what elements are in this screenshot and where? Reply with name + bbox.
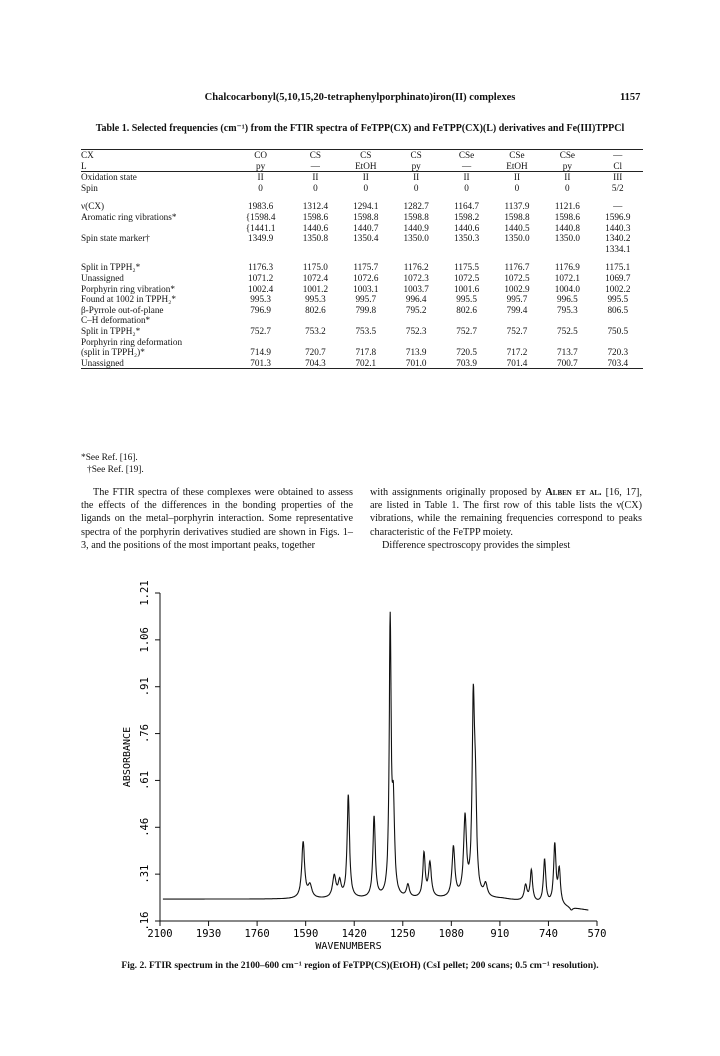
table-cell: 1294.1 — [353, 201, 379, 212]
table-cell: III — [593, 172, 643, 183]
right-text-c: Difference spectroscopy provides the simplest — [382, 539, 571, 551]
table-cell: 0 — [565, 182, 570, 193]
table-cell: 0 — [514, 182, 520, 193]
table-cell — [341, 244, 391, 255]
table-cell: 1440.9 — [403, 222, 429, 233]
table-cell: 1175.1 — [605, 262, 631, 273]
x-tick-label: 910 — [490, 928, 510, 940]
row-label: Unassigned — [81, 358, 231, 369]
table-cell — [542, 337, 592, 348]
table-cell: 995.3 — [250, 294, 271, 305]
table-cell: 802.6 — [456, 304, 477, 315]
table-cell: EtOH — [506, 160, 528, 171]
table-cell: 701.0 — [391, 358, 441, 369]
x-axis-label: WAVENUMBERS — [315, 941, 382, 952]
table-cell: II — [391, 172, 441, 183]
table-cell: 1350.3 — [453, 233, 480, 244]
table-cell: 1176.2 — [403, 262, 429, 273]
row-spacer — [81, 193, 643, 201]
table-cell: 1176.9 — [554, 262, 580, 273]
table-cell: 701.4 — [492, 358, 542, 369]
table-cell — [391, 337, 441, 348]
table-cell: CSe — [542, 150, 592, 161]
table-cell: 1312.4 — [302, 201, 329, 212]
table-cell: II — [231, 172, 290, 183]
table-caption: Table 1. Selected frequencies (cm⁻¹) from the FTIR spectra of FeTPP(CX) and FeTPP(CX)(L) derivatives and Fe(III)TPPCl — [95, 123, 625, 134]
y-tick-label: .16 — [139, 911, 151, 931]
table-row — [81, 161, 643, 172]
row-label: Spin — [81, 182, 98, 193]
table-cell: 1003.7 — [403, 283, 429, 294]
row-label: Oxidation state — [81, 172, 231, 183]
table-row — [81, 183, 643, 194]
table-cell: Cl — [613, 160, 623, 171]
table-cell: 1598.6 — [302, 211, 329, 222]
table-cell: 1001.6 — [453, 283, 480, 294]
table-cell: 1176.7 — [504, 262, 530, 273]
frequency-table — [81, 149, 643, 369]
row-label — [81, 244, 231, 255]
y-tick-label: .61 — [139, 770, 151, 790]
table-cell: 1175.5 — [454, 262, 480, 273]
table-row — [81, 212, 643, 223]
table-cell: 703.4 — [593, 358, 643, 369]
table-cell: CO — [231, 150, 290, 161]
footnote-1: *See Ref. [16]. — [81, 453, 138, 463]
table-cell: 795.3 — [557, 304, 578, 315]
table-cell: 713.9 — [405, 347, 427, 358]
table-cell: 1350.4 — [353, 233, 379, 244]
table-cell: 717.2 — [506, 347, 528, 358]
table-cell: II — [492, 172, 542, 183]
row-label: L — [81, 160, 87, 171]
table-cell — [492, 337, 542, 348]
table-cell: 1282.7 — [403, 201, 429, 212]
table-cell: 1072.5 — [504, 272, 530, 283]
table-cell — [492, 315, 542, 326]
table-row — [81, 315, 643, 326]
table-cell: 1175.7 — [353, 262, 379, 273]
table-cell: CSe — [441, 150, 491, 161]
table-cell: 752.7 — [506, 325, 528, 336]
table-cell — [290, 337, 340, 348]
table-cell: 0 — [363, 182, 369, 193]
table-cell: 704.3 — [290, 358, 340, 369]
table-cell: 1598.6 — [554, 211, 580, 222]
table-cell: CS — [290, 150, 340, 161]
table-row — [81, 358, 643, 369]
table-cell: 753.5 — [355, 325, 377, 336]
table-cell: 752.3 — [405, 325, 427, 336]
table-cell: 0 — [464, 182, 469, 193]
table-cell: 1598.8 — [353, 211, 379, 222]
table-cell: — — [593, 150, 643, 161]
row-label: Porphyrin ring deformation — [81, 336, 183, 347]
x-tick-label: 570 — [587, 928, 607, 940]
y-tick-label: .76 — [139, 724, 151, 744]
table-cell: 1440.3 — [605, 222, 631, 233]
table-cell: 1003.1 — [353, 283, 379, 294]
table-cell — [391, 315, 441, 326]
table-cell: 1001.2 — [302, 283, 329, 294]
ftir-spectrum-chart — [0, 560, 720, 960]
table-cell: 1350.0 — [403, 233, 429, 244]
table-row — [81, 201, 643, 212]
body-left-paragraph: The FTIR spectra of these complexes were obtained to assess the effects of the differences in the bonding properties of the ligands on the metal–porphyrin interaction. Some representative spectra of the porphyrin derivatives studied are shown in Figs. 1–3, and the positions of the most important peaks, together — [81, 487, 353, 551]
table-cell: 703.9 — [441, 358, 491, 369]
row-label: Split in TPPH₂* — [81, 325, 141, 336]
table-cell: 799.8 — [355, 304, 377, 315]
table-cell: 1983.6 — [247, 201, 274, 212]
table-cell: 1440.6 — [302, 222, 329, 233]
table-cell: 0 — [258, 182, 263, 193]
table-cell: 1002.9 — [504, 283, 530, 294]
y-tick-label: 1.21 — [139, 580, 151, 606]
table-cell: 750.5 — [607, 325, 629, 336]
table-cell: {1598.4 — [245, 211, 276, 222]
x-tick-label: 740 — [538, 928, 558, 940]
table-cell: 1072.1 — [554, 272, 580, 283]
author-ref: Alben et al. — [545, 487, 602, 498]
row-spacer — [81, 254, 643, 262]
y-axis-label: ABSORBANCE — [122, 726, 133, 788]
table-cell: 713.7 — [557, 347, 578, 358]
x-tick-label: 1250 — [390, 928, 416, 940]
table-cell: II — [542, 172, 592, 183]
x-tick-label: 1590 — [293, 928, 319, 940]
page-number: 1157 — [620, 92, 641, 103]
table-cell: 1164.7 — [454, 201, 480, 212]
table-cell: py — [562, 160, 572, 171]
table-cell: 1176.3 — [248, 262, 274, 273]
table-cell: 753.2 — [305, 325, 326, 336]
table-cell: CSe — [492, 150, 542, 161]
table-cell: 720.3 — [607, 347, 629, 358]
table-cell: II — [290, 172, 340, 183]
table-cell: 1175.0 — [302, 262, 328, 273]
table-cell: 714.9 — [250, 347, 271, 358]
x-tick-label: 2100 — [147, 928, 173, 940]
right-text-a: with assignments originally proposed by — [370, 487, 546, 498]
table-row — [81, 347, 643, 358]
spectrum-trace — [163, 612, 589, 910]
table-cell: 1440.7 — [353, 222, 379, 233]
table-cell: 700.7 — [542, 358, 592, 369]
table-cell: 717.8 — [355, 347, 377, 358]
table-cell: 1121.6 — [554, 201, 580, 212]
table-cell — [341, 337, 391, 348]
table-cell: CS — [341, 150, 391, 161]
table-cell — [290, 315, 340, 326]
table-row — [81, 244, 643, 255]
row-label: (split in TPPH₂)* — [81, 347, 145, 358]
table-cell: 0 — [313, 182, 318, 193]
y-tick-label: .31 — [139, 864, 151, 884]
table-row — [81, 284, 643, 295]
x-tick-label: 1080 — [438, 928, 464, 940]
x-tick-label: 1930 — [195, 928, 222, 940]
table-cell: 996.5 — [557, 294, 578, 305]
table-cell: 802.6 — [305, 304, 326, 315]
table-cell: 1334.1 — [605, 243, 631, 254]
chart-ticks — [139, 580, 606, 940]
table-cell: 752.7 — [456, 325, 477, 336]
table-cell: 995.7 — [506, 294, 528, 305]
table-cell: 5/2 — [611, 182, 624, 193]
table-cell: 1350.0 — [504, 233, 530, 244]
table-cell: 752.5 — [557, 325, 578, 336]
body-right-paragraph — [370, 486, 642, 552]
table-cell: 1349.9 — [247, 233, 274, 244]
table-cell — [593, 315, 643, 326]
table-cell: {1441.1 — [245, 222, 276, 233]
row-label: β-Pyrrole out-of-plane — [81, 304, 164, 315]
table-cell — [542, 315, 592, 326]
table-cell: 720.7 — [305, 347, 326, 358]
running-title: Chalcocarbonyl(5,10,15,20-tetraphenylporphinato)iron(II) complexes — [204, 92, 516, 103]
table-cell — [231, 244, 290, 255]
table-cell: 1002.2 — [605, 283, 631, 294]
row-label: Porphyrin ring vibration* — [81, 283, 175, 294]
table-cell: 1072.6 — [353, 272, 379, 283]
table-cell: py — [256, 160, 266, 171]
y-tick-label: 1.06 — [139, 627, 151, 653]
table-cell: 1598.8 — [504, 211, 530, 222]
table-cell: — — [310, 160, 320, 171]
table-cell: 799.4 — [506, 304, 528, 315]
table-cell — [492, 244, 542, 255]
table-cell: 795.2 — [405, 304, 427, 315]
x-tick-label: 1420 — [341, 928, 367, 940]
table-row — [81, 233, 643, 244]
table-cell: 1598.2 — [453, 211, 480, 222]
table-cell: 1350.8 — [302, 233, 329, 244]
table-cell: 701.3 — [231, 358, 290, 369]
figure-caption: Fig. 2. FTIR spectrum in the 2100–600 cm⁻¹ region of FeTPP(CS)(EtOH) (CsI pellet; 200 scans; 0.5 cm⁻¹ resolution). — [121, 960, 599, 971]
table-cell: 702.1 — [341, 358, 391, 369]
table-cell: 995.3 — [305, 294, 326, 305]
table-cell: 1137.9 — [504, 201, 530, 212]
row-label: Spin state marker† — [81, 233, 150, 244]
table-cell: 1072.3 — [403, 272, 429, 283]
table-cell: 1598.8 — [403, 211, 429, 222]
table-cell: 1440.5 — [504, 222, 530, 233]
table-row — [81, 150, 643, 161]
right-text-b: [16, 17], are listed in Table 1. The first row of this table lists the ν(CX) vibrations, while the remaining frequencies correspond to peaks characteristic of the FeTPP moiety. — [370, 487, 642, 538]
row-label: Found at 1002 in TPPH₂* — [81, 294, 176, 305]
table-cell: 1440.6 — [453, 222, 480, 233]
table-cell — [593, 337, 643, 348]
row-label: ν(CX) — [81, 201, 105, 212]
table-cell — [441, 244, 491, 255]
table-cell: 1350.0 — [554, 233, 580, 244]
table-cell — [341, 315, 391, 326]
table-cell: II — [341, 172, 391, 183]
table-cell: py — [411, 160, 421, 171]
table-cell — [542, 244, 592, 255]
table-row — [81, 337, 643, 348]
row-label: Unassigned — [81, 272, 124, 283]
table-cell — [231, 315, 290, 326]
table-cell: 995.7 — [355, 294, 377, 305]
table-cell: II — [441, 172, 491, 183]
table-cell: 1004.0 — [554, 283, 580, 294]
table-cell — [391, 244, 441, 255]
table-cell: 1069.7 — [605, 272, 631, 283]
table-row — [81, 262, 643, 273]
table-cell — [290, 244, 340, 255]
table-cell: 720.5 — [456, 347, 477, 358]
table-cell: CS — [391, 150, 441, 161]
table-cell: 1440.8 — [554, 222, 580, 233]
table-row — [81, 223, 643, 234]
table-cell: 995.5 — [607, 294, 629, 305]
table-cell: EtOH — [355, 160, 377, 171]
table-cell: 1340.2 — [605, 233, 631, 244]
footnote-2: †See Ref. [19]. — [87, 465, 144, 475]
table-row — [81, 294, 643, 305]
table-cell: 1071.2 — [247, 272, 274, 283]
y-tick-label: .46 — [139, 817, 151, 837]
row-label: Aromatic ring vibrations* — [81, 211, 177, 222]
table-cell: 996.4 — [405, 294, 427, 305]
table-cell: 1072.4 — [302, 272, 329, 283]
row-label — [81, 223, 231, 234]
table-cell: 1072.5 — [453, 272, 480, 283]
table-cell: — — [613, 201, 623, 212]
table-cell — [231, 337, 290, 348]
table-cell: 1596.9 — [605, 211, 631, 222]
x-tick-label: 1760 — [244, 928, 270, 940]
row-label: CX — [81, 150, 231, 161]
table-cell: 0 — [413, 182, 419, 193]
table-row — [81, 326, 643, 337]
table-cell: 806.5 — [607, 304, 629, 315]
table-cell: 995.5 — [456, 294, 477, 305]
table-cell: 1002.4 — [247, 283, 274, 294]
table-cell: 796.9 — [250, 304, 271, 315]
row-label: Split in TPPH₂* — [81, 262, 141, 273]
table-cell: 752.7 — [250, 325, 271, 336]
y-tick-label: .91 — [139, 677, 151, 697]
table-cell — [441, 337, 491, 348]
table-row — [81, 172, 643, 183]
row-label: C–H deformation* — [81, 315, 151, 326]
table-row — [81, 273, 643, 284]
table-cell: — — [461, 160, 472, 171]
table-cell — [441, 315, 491, 326]
table-row — [81, 305, 643, 316]
